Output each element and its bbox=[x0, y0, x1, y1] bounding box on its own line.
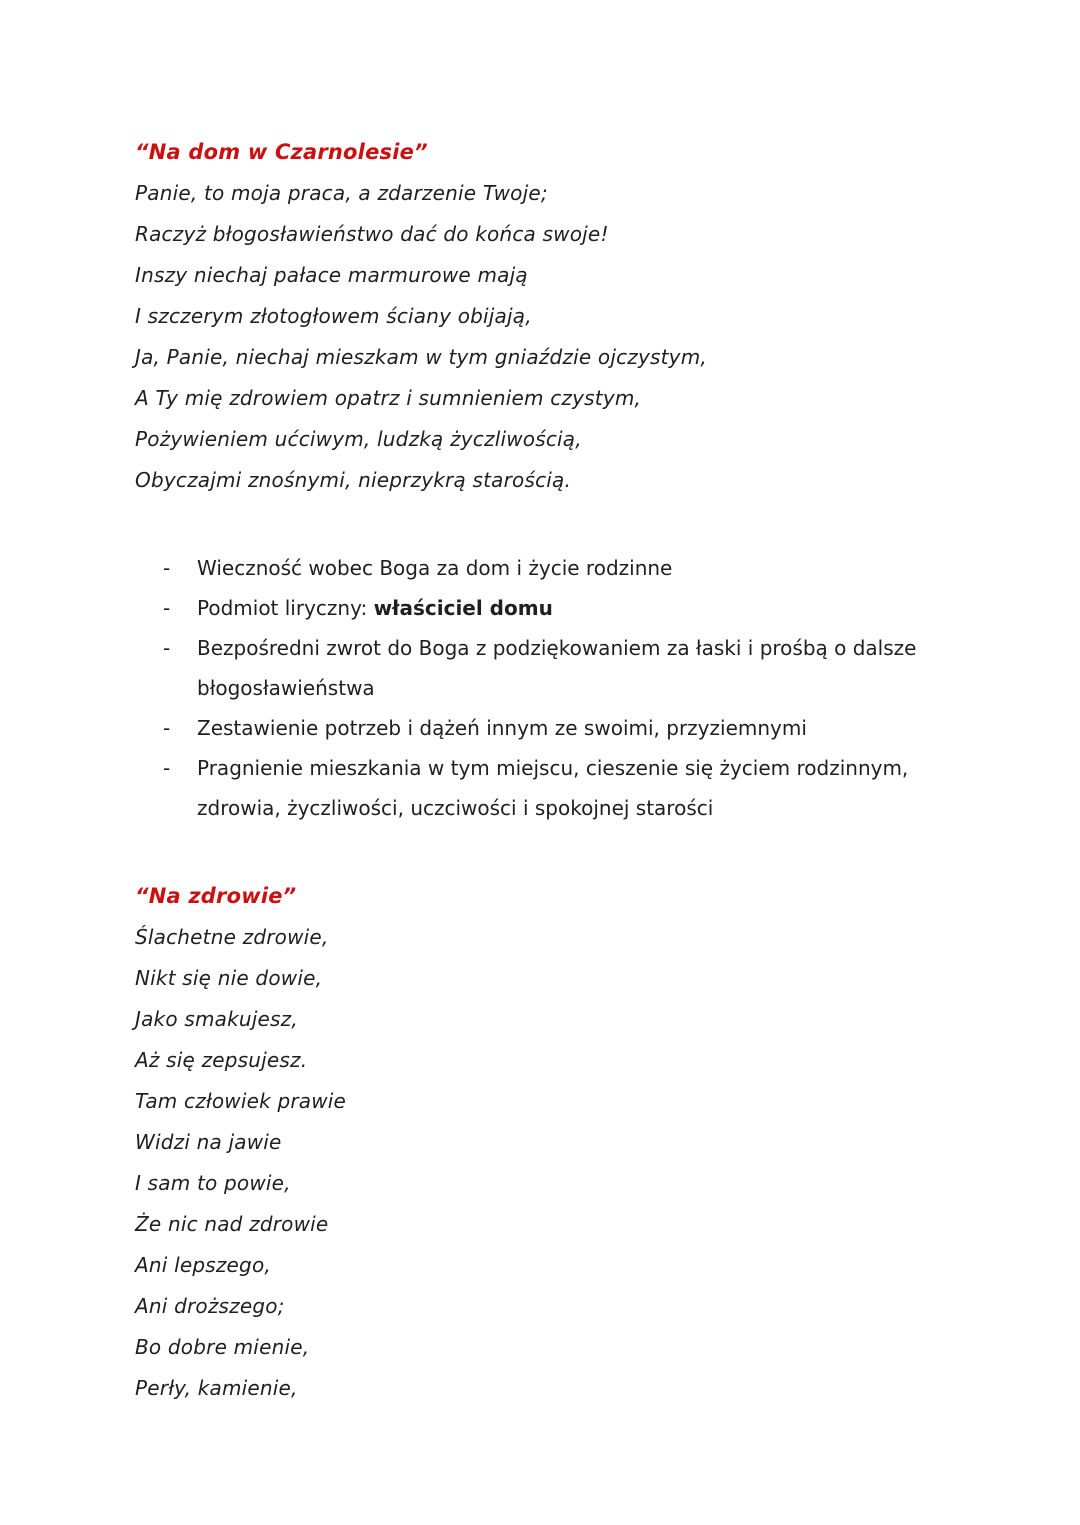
list-item-text-normal: Pragnienie mieszkania w tym miejscu, cieszenie się życiem rodzinnym, zdrowia, życzliwości, uczciwości i spokojnej starości bbox=[197, 756, 909, 820]
list-item bbox=[135, 748, 960, 828]
list-item-text-normal: Zestawienie potrzeb i dążeń innym ze swoimi, przyziemnymi bbox=[197, 716, 807, 740]
list-item bbox=[135, 588, 960, 628]
list-item-text-normal: Podmiot liryczny: bbox=[197, 596, 374, 620]
section-title: “Na dom w Czarnolesie” bbox=[135, 140, 428, 164]
poem-line: Inszy niechaj pałace marmurowe mają bbox=[135, 263, 528, 287]
dash-bullet-marker: - bbox=[163, 596, 171, 620]
poem-line: Jako smakujesz, bbox=[135, 1007, 298, 1031]
poem-line: Panie, to moja praca, a zdarzenie Twoje; bbox=[135, 181, 548, 205]
dash-bullet-marker: - bbox=[163, 556, 171, 580]
list-item bbox=[135, 708, 960, 748]
poem-line: A Ty mię zdrowiem opatrz i sumnieniem czystym, bbox=[135, 386, 642, 410]
poem-line: Aż się zepsujesz. bbox=[135, 1048, 308, 1072]
list-item-text bbox=[197, 588, 960, 628]
poem-line: I sam to powie, bbox=[135, 1171, 291, 1195]
poem-line: Ślachetne zdrowie, bbox=[135, 925, 329, 949]
poem-line: Nikt się nie dowie, bbox=[135, 966, 323, 990]
dash-bullet-marker: - bbox=[163, 636, 171, 660]
list-item-text bbox=[197, 748, 960, 828]
poem-line: Tam człowiek prawie bbox=[135, 1089, 347, 1113]
poem-na-zdrowie bbox=[135, 917, 960, 1409]
poem-line: Raczyż błogosławieństwo dać do końca swoje! bbox=[135, 222, 609, 246]
list-item-text bbox=[197, 628, 960, 708]
dash-bullet-marker: - bbox=[163, 756, 171, 780]
list-item bbox=[135, 548, 960, 588]
section-title: “Na zdrowie” bbox=[135, 884, 297, 908]
section-na-dom-w-czarnolesie bbox=[135, 132, 960, 828]
list-item bbox=[135, 628, 960, 708]
poem-na-dom bbox=[135, 173, 960, 501]
dash-bullet-marker: - bbox=[163, 716, 171, 740]
section-na-zdrowie bbox=[135, 876, 960, 1409]
list-item-text-normal: Bezpośredni zwrot do Boga z podziękowaniem za łaski i prośbą o dalsze błogosławieństwa bbox=[197, 636, 917, 700]
poem-line: I szczerym złotogłowem ściany obijają, bbox=[135, 304, 532, 328]
poem-line: Obyczajmi znośnymi, nieprzykrą starością. bbox=[135, 468, 572, 492]
poem-line: Perły, kamienie, bbox=[135, 1376, 298, 1400]
poem-line: Pożywieniem ućciwym, ludzką życzliwością, bbox=[135, 427, 582, 451]
poem-line: Ani lepszego, bbox=[135, 1253, 271, 1277]
list-item-text-bold: właściciel domu bbox=[373, 596, 553, 620]
poem-line: Ani droższego; bbox=[135, 1294, 285, 1318]
poem-line: Widzi na jawie bbox=[135, 1130, 282, 1154]
list-item-text bbox=[197, 548, 960, 588]
poem-line: Bo dobre mienie, bbox=[135, 1335, 310, 1359]
poem-line: Ja, Panie, niechaj mieszkam w tym gniaździe ojczystym, bbox=[135, 345, 707, 369]
poem-line: Że nic nad zdrowie bbox=[135, 1212, 329, 1236]
list-item-text bbox=[197, 708, 960, 748]
list-item-text-normal: Wieczność wobec Boga za dom i życie rodzinne bbox=[197, 556, 673, 580]
analysis-bullet-list bbox=[135, 548, 960, 828]
